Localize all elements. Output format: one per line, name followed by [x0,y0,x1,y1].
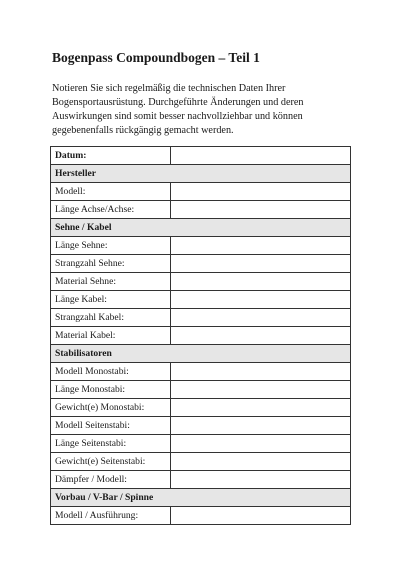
table-row [51,309,351,327]
table-row [51,381,351,399]
field-label: Datum: [51,147,171,165]
section-heading: Vorbau / V-Bar / Spinne [51,489,351,507]
section-heading: Stabilisatoren [51,345,351,363]
field-label: Gewicht(e) Seitenstabi: [51,453,171,471]
field-label: Strangzahl Sehne: [51,255,171,273]
field-value-cell[interactable] [171,507,351,525]
field-value-cell[interactable] [171,327,351,345]
section-row-vorbau [51,489,351,507]
field-label: Länge Sehne: [51,237,171,255]
table-row-datum [51,147,351,165]
table-row [51,435,351,453]
section-heading: Hersteller [51,165,351,183]
table-row [51,273,351,291]
field-label: Modell: [51,183,171,201]
field-value-cell[interactable] [171,471,351,489]
field-value-cell[interactable] [171,363,351,381]
table-row [51,363,351,381]
field-value-cell[interactable] [171,147,351,165]
field-value-cell[interactable] [171,183,351,201]
field-value-cell[interactable] [171,291,351,309]
field-value-cell[interactable] [171,273,351,291]
section-row-sehne-kabel [51,219,351,237]
field-label: Länge Achse/Achse: [51,201,171,219]
field-value-cell[interactable] [171,309,351,327]
intro-paragraph: Notieren Sie sich regelmäßig die technischen Daten Ihrer Bogensportausrüstung. Durchgeführte Änderungen und deren Auswirkungen sind somit besser nachvollziehbar und können gegebenenfalls rückgängig gemacht werden. [52,83,304,136]
field-value-cell[interactable] [171,237,351,255]
table-row [51,453,351,471]
field-label: Material Kabel: [51,327,171,345]
table-row [51,183,351,201]
table-row [51,255,351,273]
field-value-cell[interactable] [171,435,351,453]
field-label: Modell Monostabi: [51,363,171,381]
field-label: Länge Monostabi: [51,381,171,399]
table-row [51,471,351,489]
document-title: Bogenpass Compoundbogen – Teil 1 [52,50,260,65]
section-row-stabilisatoren [51,345,351,363]
field-label: Strangzahl Kabel: [51,309,171,327]
section-heading: Sehne / Kabel [51,219,351,237]
field-value-cell[interactable] [171,381,351,399]
field-value-cell[interactable] [171,201,351,219]
table-row [51,399,351,417]
field-value-cell[interactable] [171,453,351,471]
field-label: Modell / Ausführung: [51,507,171,525]
field-value-cell[interactable] [171,255,351,273]
field-value-cell[interactable] [171,417,351,435]
field-label: Länge Kabel: [51,291,171,309]
table-row [51,327,351,345]
bow-data-table [50,146,351,525]
table-row [51,291,351,309]
field-label: Länge Seitenstabi: [51,435,171,453]
field-label: Dämpfer / Modell: [51,471,171,489]
field-value-cell[interactable] [171,399,351,417]
table-row [51,237,351,255]
table-row [51,507,351,525]
field-label: Material Sehne: [51,273,171,291]
table-row [51,417,351,435]
field-label: Gewicht(e) Monostabi: [51,399,171,417]
table-row [51,201,351,219]
field-label: Modell Seitenstabi: [51,417,171,435]
section-row-hersteller [51,165,351,183]
